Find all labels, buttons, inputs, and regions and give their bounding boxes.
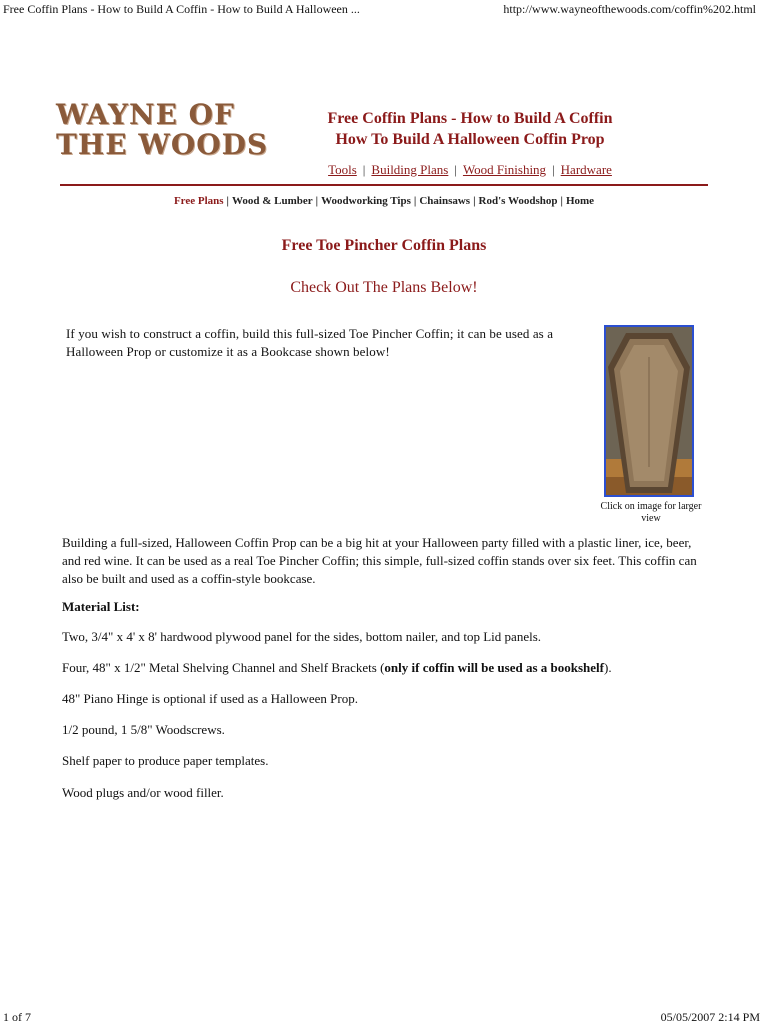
- print-footer-page: 1 of 7: [3, 1010, 31, 1024]
- body-paragraph: Building a full-sized, Halloween Coffin Prop can be a big hit at your Halloween party filled with a plastic liner, ice, beer, and red wine. It can be used as a real Toe Pincher Coffin; this simple, full-sized coffin stands over six feet. This coffin can also be built and used as a coffin-style bookcase.: [62, 535, 697, 586]
- print-footer-datetime: 05/05/2007 2:14 PM: [660, 1010, 760, 1024]
- nav-rods-woodshop[interactable]: Rod's Woodshop: [478, 195, 558, 207]
- section-subheading: Check Out The Plans Below!: [290, 279, 478, 296]
- nav-home[interactable]: Home: [565, 195, 595, 207]
- link-building-plans[interactable]: Building Plans: [371, 162, 449, 177]
- material-item-2-emphasis: only if coffin will be used as a bookshelf: [384, 660, 604, 675]
- page-title: [240, 108, 700, 150]
- material-list-heading: Material List:: [62, 599, 140, 614]
- material-item-2: Four, 48" x 1/2" Metal Shelving Channel and Shelf Brackets (only if coffin will be used as a bookshelf).: [62, 660, 612, 675]
- nav-chainsaws[interactable]: Chainsaws: [419, 195, 471, 207]
- image-caption: Click on image for larger view: [600, 501, 702, 524]
- print-header-title: Free Coffin Plans - How to Build A Coffin - How to Build A Halloween ...: [3, 2, 360, 16]
- link-hardware[interactable]: Hardware: [560, 162, 612, 177]
- logo-line-1: WAYNE OF: [56, 98, 235, 131]
- section-heading: Free Toe Pincher Coffin Plans: [281, 237, 487, 254]
- coffin-photo[interactable]: [604, 325, 694, 497]
- nav-woodworking-tips[interactable]: Woodworking Tips: [321, 195, 411, 207]
- site-logo[interactable]: [56, 98, 269, 161]
- title-line-1: Free Coffin Plans - How to Build A Coffin: [327, 110, 613, 127]
- material-item-3: 48" Piano Hinge is optional if used as a Halloween Prop.: [62, 691, 358, 706]
- link-tools[interactable]: Tools: [328, 162, 357, 177]
- intro-text: If you wish to construct a coffin, build this full-sized Toe Pincher Coffin; it can be used as a Halloween Prop or customize it as a Bookcase shown below!: [66, 326, 554, 359]
- top-links: Tools | Building Plans | Wood Finishing | Hardware: [328, 162, 612, 177]
- material-item-6: Wood plugs and/or wood filler.: [62, 785, 224, 800]
- material-item-5: Shelf paper to produce paper templates.: [62, 753, 269, 768]
- logo-line-2: THE WOODS: [56, 128, 269, 161]
- print-header-url: http://www.wayneofthewoods.com/coffin%202.html: [503, 2, 756, 16]
- nav-free-plans[interactable]: Free Plans: [173, 195, 224, 207]
- header-divider: [60, 184, 708, 186]
- material-item-4: 1/2 pound, 1 5/8" Woodscrews.: [62, 722, 225, 737]
- main-nav: Free Plans | Wood & Lumber | Woodworking Tips | Chainsaws | Rod's Woodshop | Home: [173, 195, 595, 207]
- material-item-1: Two, 3/4" x 4' x 8' hardwood plywood panel for the sides, bottom nailer, and top Lid panels.: [62, 629, 542, 644]
- title-line-2: How To Build A Halloween Coffin Prop: [335, 131, 605, 148]
- nav-wood-lumber[interactable]: Wood & Lumber: [231, 195, 313, 207]
- link-wood-finishing[interactable]: Wood Finishing: [462, 162, 547, 177]
- coffin-image: [606, 327, 692, 495]
